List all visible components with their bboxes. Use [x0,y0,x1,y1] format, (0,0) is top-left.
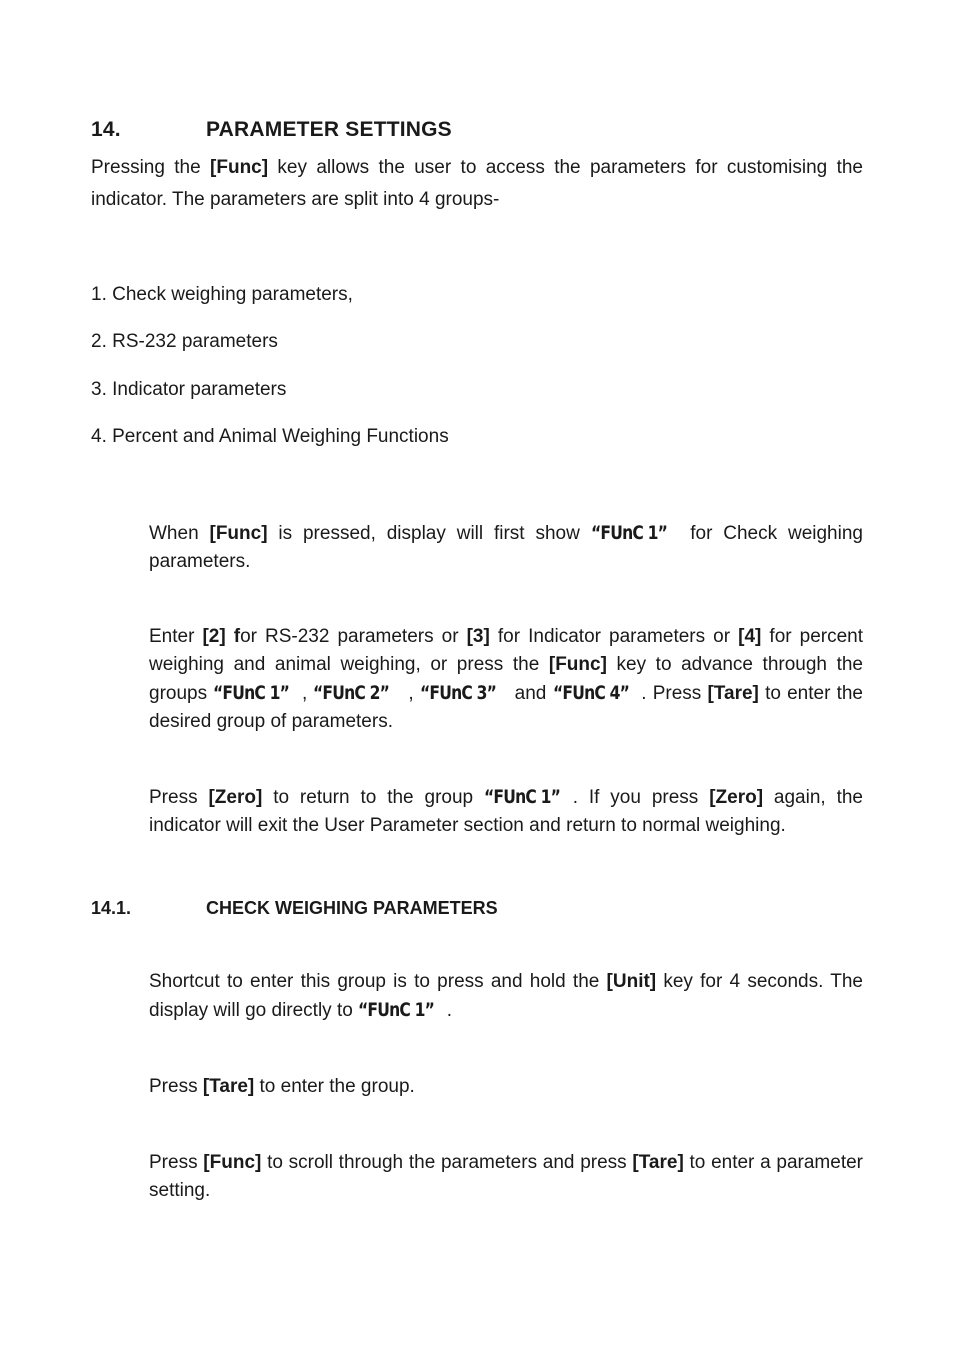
display-code: “FUnC 2” [313,682,390,704]
text: to return to the group [262,787,484,808]
group-item-3: 3. Indicator parameters [91,379,287,400]
key-label: [2] f [202,626,241,647]
text: for percent weighing and animal weighing, or press the [149,626,864,675]
func-key-label: [Func] [203,1152,262,1173]
zero-key-label: [Zero] [208,787,263,808]
text: or RS-232 parameters or [240,626,467,647]
text: Shortcut to enter this group is to press and hold the [149,971,607,992]
display-code: “FUnC 4” [552,682,629,704]
tare-key-label: [Tare] [202,1076,255,1097]
display-code: “FUnC 1” [358,999,435,1021]
text: for Check weighing parameters. [149,523,863,572]
paragraph-scroll-parameters [149,1149,863,1205]
key-label: [3] [466,626,490,647]
section-number: 14. [91,118,121,141]
text: When [149,523,210,544]
zero-key-label: [Zero] [709,787,764,808]
section-heading [91,118,452,142]
text: Press [149,1076,203,1097]
display-code: “FUnC 1” [484,786,561,808]
text: key allows the user to access the parameters for customising the indicator. The parameters are split into 4 groups- [91,157,863,210]
text: to enter a parameter setting. [149,1152,863,1201]
func-key-label: [Func] [209,523,268,544]
group-item-1: 1. Check weighing parameters, [91,284,353,305]
text: to scroll through the parameters and press [261,1152,633,1173]
intro-paragraph [91,152,863,216]
subsection-title: CHECK WEIGHING PARAMETERS [206,898,498,918]
text: , [402,683,420,704]
paragraph-func-display [149,519,863,576]
text: Press [149,1152,204,1173]
display-code: “FUnC 1” [590,522,667,544]
tare-key-label: [Tare] [632,1152,684,1173]
subsection-heading [91,898,498,919]
display-code: “FUnC 1” [213,682,290,704]
unit-key-label: [Unit] [606,971,657,992]
paragraph-tare-enter [149,1073,863,1101]
text: to enter the group. [254,1076,415,1097]
text: is pressed, display will first show [267,523,591,544]
text: Press [149,787,209,808]
text: key to advance through the groups [149,654,863,704]
text: Pressing the [91,157,211,178]
subsection-number: 14.1. [91,898,132,918]
func-key-label: [Func] [210,157,269,178]
text: . If you press [572,787,710,808]
text: Enter [149,626,203,647]
paragraph-enter-groups [149,623,863,736]
section-title: PARAMETER SETTINGS [206,118,452,141]
text: to enter the desired group of parameters. [149,683,864,732]
text: . [446,1000,453,1021]
text: key for 4 seconds. The display will go directly to [149,971,863,1021]
func-key-label: [Func] [548,654,607,675]
tare-key-label: [Tare] [707,683,759,704]
paragraph-shortcut [149,968,863,1025]
key-label: [4] [738,626,762,647]
paragraph-zero-return [149,783,863,840]
display-code: “FUnC 3” [419,682,496,704]
text: and [508,683,553,704]
text: , [301,683,314,704]
text: again, the indicator will exit the User Parameter section and return to normal weighing. [149,787,863,836]
text: . Press [641,683,708,704]
group-item-4: 4. Percent and Animal Weighing Functions [91,426,449,447]
text: for Indicator parameters or [489,626,739,647]
group-item-2: 2. RS-232 parameters [91,331,278,352]
